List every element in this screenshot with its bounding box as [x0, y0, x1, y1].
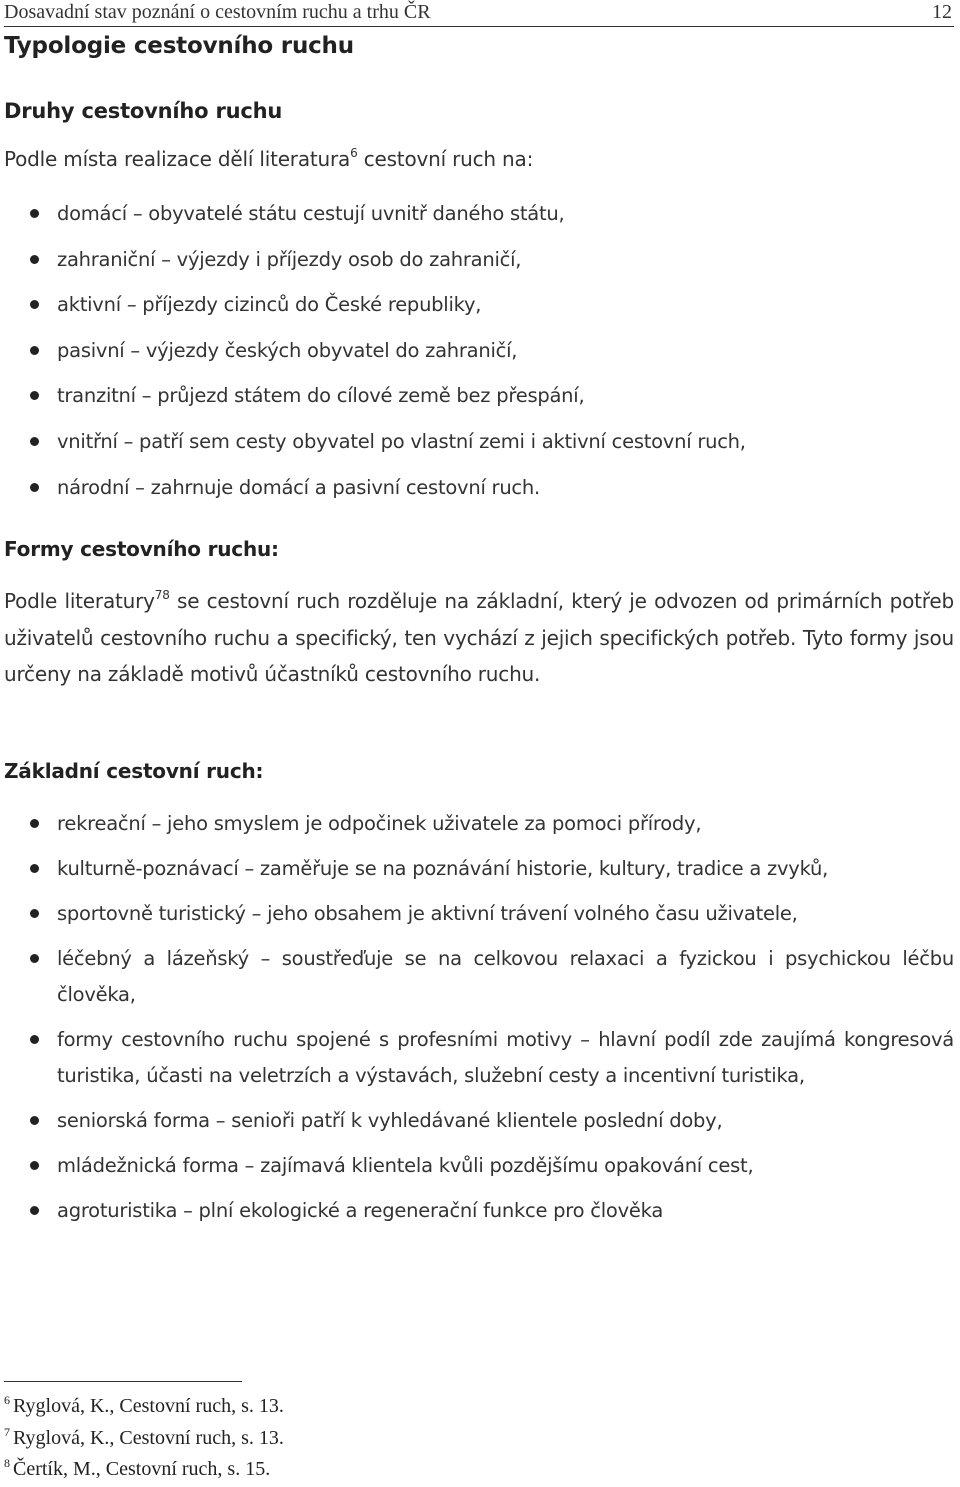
bullet-icon [30, 954, 39, 963]
list-item-text: tranzitní – průjezd státem do cílové země bez přespání, [57, 384, 585, 408]
section-title: Typologie cestovního ruchu [4, 33, 354, 59]
basic-heading: Základní cestovní ruch: [4, 759, 264, 783]
intro-text: Podle místa realizace dělí literatura [4, 147, 351, 171]
list-item [0, 383, 956, 429]
forms-text: Podle literatury [4, 589, 155, 613]
bullet-icon [30, 1116, 39, 1125]
bullet-icon [30, 909, 39, 918]
bullet-icon [30, 300, 39, 309]
footnote-text: Ryglová, K., Cestovní ruch, s. 13. [13, 1426, 284, 1449]
footnote-ref: 78 [154, 588, 170, 602]
list-item [0, 475, 956, 521]
list-item [0, 1193, 954, 1229]
list-item [0, 429, 956, 475]
footnote-text: Ryglová, K., Cestovní ruch, s. 13. [13, 1395, 284, 1417]
intro-paragraph [4, 145, 954, 173]
list-item-text: národní – zahrnuje domácí a pasivní cestovní ruch. [57, 475, 540, 499]
list-item-text: vnitřní – patří sem cesty obyvatel po vlastní zemi i aktivní cestovní ruch, [57, 429, 746, 453]
footnote [4, 1392, 284, 1424]
forms-text-after: se cestovní ruch rozděluje na základní, který je odvozen od primárních potřeb uživatelů cestovního ruchu a specifický, ten vychází z jejich specifických potřeb. Tyto formy jsou určeny na základě motivů účastníků cestovního ruchu. [4, 589, 954, 686]
header-title: Dosavadní stav poznání o cestovním ruchu a trhu ČR [4, 1, 431, 23]
list-item [0, 1022, 954, 1094]
list-item [0, 1103, 954, 1139]
bullet-icon [30, 864, 39, 873]
list-item-text: agroturistika – plní ekologické a regenerační funkce pro člověka [57, 1199, 664, 1222]
list-item [0, 247, 956, 293]
running-header [4, 0, 954, 27]
list-item [0, 338, 956, 384]
list-item-text: léčebný a lázeňský – soustřeďuje se na celkovou relaxaci a fyzickou i psychickou léčbu člověka, [57, 947, 954, 1006]
forms-heading: Formy cestovního ruchu: [4, 537, 279, 561]
footnote-ref: 6 [350, 146, 358, 160]
footnote-divider [4, 1381, 242, 1382]
footnote [4, 1424, 284, 1456]
bullet-icon [30, 209, 39, 218]
bullet-icon [30, 1206, 39, 1215]
footnote-text: Čertík, M., Cestovní ruch, s. 15. [13, 1458, 271, 1480]
list-item-text: pasivní – výjezdy českých obyvatel do zahraničí, [57, 338, 518, 362]
intro-text-after: cestovní ruch na: [357, 147, 534, 171]
list-item-text: formy cestovního ruchu spojené s profesními motivy – hlavní podíl zde zaujímá kongresová turistika, účasti na veletrzích a výstavách, služební cesty a incentivní turistika, [57, 1028, 954, 1087]
list-item [0, 941, 954, 1013]
list-item-text: seniorská forma – senioři patří k vyhledávané klientele poslední doby, [57, 1109, 723, 1132]
footnote [4, 1455, 284, 1487]
bullet-icon [30, 483, 39, 492]
list-item [0, 292, 956, 338]
list-item-text: kulturně-poznávací – zaměřuje se na poznávání historie, kultury, tradice a zvyků, [57, 857, 829, 880]
bullet-icon [30, 1161, 39, 1170]
bullet-icon [30, 819, 39, 828]
page-number: 12 [932, 1, 952, 23]
bullet-icon [30, 346, 39, 355]
bullet-icon [30, 437, 39, 446]
list-item-text: domácí – obyvatelé státu cestují uvnitř daného státu, [57, 202, 565, 225]
footnote-number: 6 [4, 1393, 10, 1407]
list-item-text: sportovně turistický – jeho obsahem je aktivní trávení volného času uživatele, [57, 902, 798, 925]
footnote-number: 7 [4, 1424, 10, 1439]
list-item [0, 896, 954, 932]
list-item-text: aktivní – příjezdy cizinců do České republiky, [57, 293, 482, 317]
basic-forms-list [0, 806, 956, 1238]
list-item [0, 1148, 954, 1184]
bullet-icon [30, 255, 39, 264]
forms-paragraph [4, 583, 954, 693]
footnote-number: 8 [4, 1456, 10, 1470]
bullet-icon [30, 391, 39, 400]
list-item-text: zahraniční – výjezdy i příjezdy osob do zahraničí, [57, 247, 522, 271]
bullet-icon [30, 1035, 39, 1044]
list-item [0, 806, 954, 842]
list-item [0, 851, 954, 887]
tourism-types-list [0, 201, 956, 520]
list-item-text: rekreační – jeho smyslem je odpočinek uživatele za pomoci přírody, [57, 812, 702, 835]
subsection-title: Druhy cestovního ruchu [4, 99, 283, 123]
list-item [0, 201, 956, 247]
list-item-text: mládežnická forma – zajímavá klientela kvůli pozdějšímu opakování cest, [57, 1154, 754, 1177]
footnotes [4, 1392, 284, 1487]
